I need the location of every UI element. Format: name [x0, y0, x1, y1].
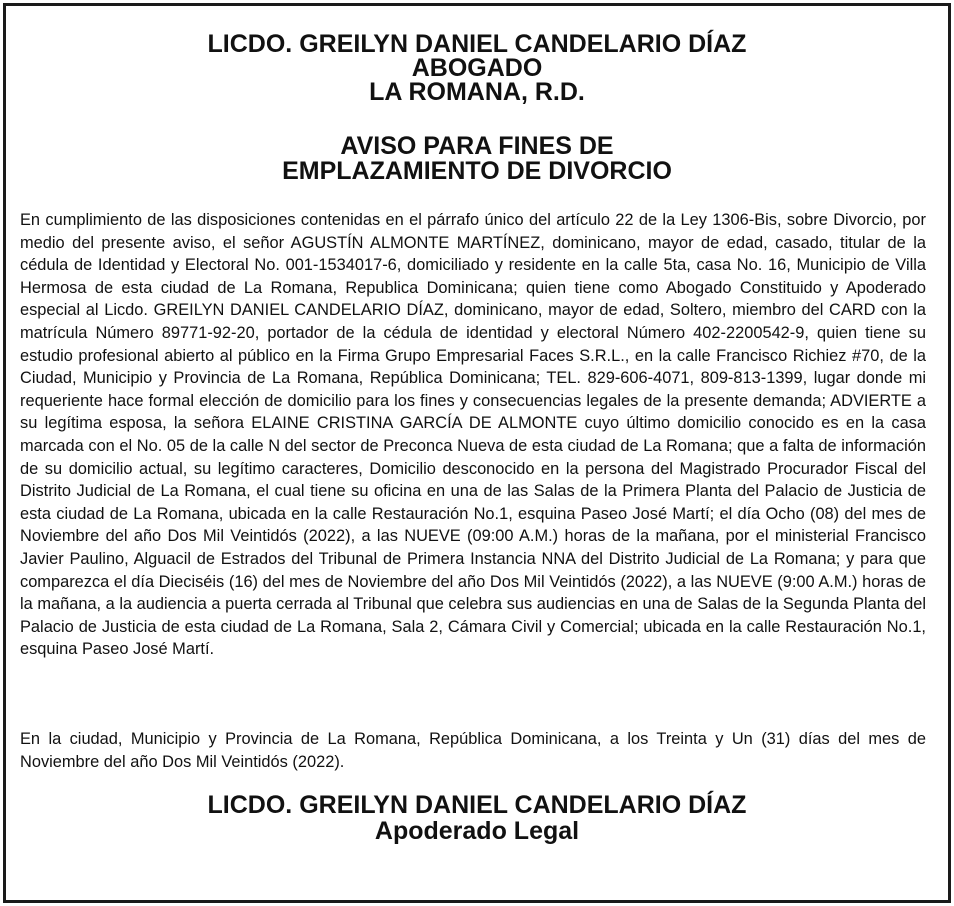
notice-title	[0, 134, 954, 184]
signature-role: Apoderado Legal	[374, 817, 580, 845]
lawyer-name: LICDO. GREILYN DANIEL CANDELARIO DÍAZ	[207, 30, 747, 58]
notice-title-line-1: AVISO PARA FINES DE	[340, 132, 614, 160]
signature-name: LICDO. GREILYN DANIEL CANDELARIO DÍAZ	[207, 791, 747, 819]
lawyer-profession: ABOGADO	[411, 54, 543, 82]
signature-block	[0, 792, 954, 844]
notice-title-line-2: EMPLAZAMIENTO DE DIVORCIO	[282, 157, 672, 185]
letterhead	[0, 32, 954, 104]
notice-body-paragraph: En cumplimiento de las disposiciones contenidas en el párrafo único del artículo 22 de la Ley 1306-Bis, sobre Divorcio, por medio del presente aviso, el señor AGUSTÍN ALMONTE MARTÍNEZ, dominicano, mayor de edad, casado, titular de la cédula de Identidad y Electoral No. 001-1534017-6, domiciliado y residente en la calle 5ta, casa No. 16, Municipio de Villa Hermosa de esta ciudad de La Romana, Republica Dominicana; quien tiene como Abogado Constituido y Apoderado especial al Licdo. GREILYN DANIEL CANDELARIO DÍAZ, dominicano, mayor de edad, Soltero, miembro del CARD con la matrícula Número 89771-92-20, portador de la cédula de identidad y electoral Número 402-2200542-9, quien tiene su estudio profesional abierto al público en la Firma Grupo Empresarial Faces S.R.L., en la calle Francisco Richiez #70, de la Ciudad, Municipio y Provincia de La Romana, República Dominicana; TEL. 829-606-4071, 809-813-1399, lugar donde mi requeriente hace formal elección de domicilio para los fines y consecuencias legales de la presente demanda; ADVIERTE a su legítima esposa, la señora ELAINE CRISTINA GARCÍA DE ALMONTE cuyo último domicilio conocido es en la casa marcada con el No. 05 de la calle N del sector de Preconca Nueva de esta ciudad de La Romana; que a falta de información de su domicilio actual, su legítimo caracteres, Domicilio desconocido en la persona del Magistrado Procurador Fiscal del Distrito Judicial de La Romana, el cual tiene su oficina en una de las Salas de la Primera Planta del Palacio de Justicia de esta ciudad de La Romana, ubicada en la calle Restauración No.1, esquina Paseo José Martí; el día Ocho (08) del mes de Noviembre del año Dos Mil Veintidós (2022), a las NUEVE (09:00 A.M.) horas de la mañana, por el ministerial Francisco Javier Paulino, Alguacil de Estrados del Tribunal de Primera Instancia NNA del Distrito Judicial de La Romana; y para que comparezca el día Dieciséis (16) del mes de Noviembre del año Dos Mil Veintidós (2022), a las NUEVE (9:00 A.M.) horas de la mañana, a la audiencia a puerta cerrada al Tribunal que celebra sus audiencias en una de Salas de la Segunda Planta del Palacio de Justicia de esta ciudad de La Romana, Sala 2, Cámara Civil y Comercial; ubicada en la calle Restauración No.1, esquina Paseo José Martí.	[20, 211, 926, 659]
notice-date-paragraph: En la ciudad, Municipio y Provincia de La Romana, República Dominicana, a los Treinta y Un (31) días del mes de Noviembre del año Dos Mil Veintidós (2022).	[20, 730, 926, 771]
lawyer-location: LA ROMANA, R.D.	[369, 78, 585, 106]
